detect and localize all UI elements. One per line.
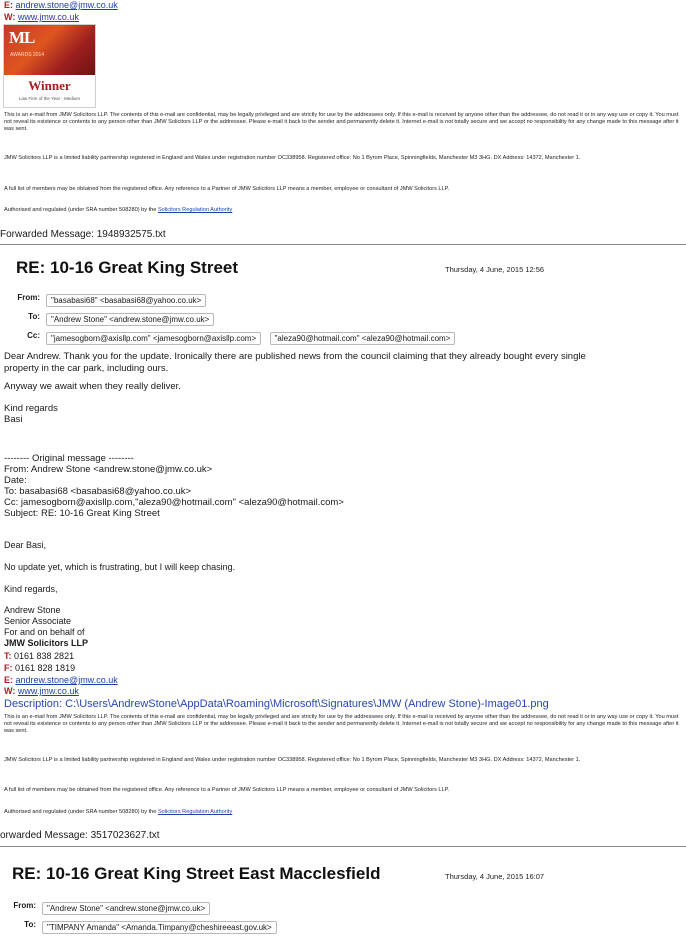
- email1-from-box: [46, 290, 206, 308]
- email1-body-line-5: Basi: [4, 414, 23, 425]
- original-kind-regards: Kind regards,: [4, 584, 58, 594]
- disclaimer-authorised: [4, 207, 680, 214]
- email1-cc-label: Cc:: [27, 331, 40, 340]
- signature-firm: JMW Solicitors LLP: [4, 638, 89, 648]
- award-badge: ML: [9, 28, 35, 47]
- email1-to-label: To:: [28, 312, 40, 321]
- email-label: E:: [4, 0, 13, 10]
- email1-cc-value-1[interactable]: "jamesogborn@axisllp.com" <jamesogborn@axisllp.com>: [46, 332, 261, 345]
- email2-from-label: From:: [13, 901, 36, 910]
- signature-image-description: Description: C:\Users\AndrewStone\AppData\Roaming\Microsoft\Signatures\JMW (Andrew Stone)-Image01.png: [4, 698, 549, 710]
- sra-link[interactable]: Solicitors Regulation Authority: [157, 207, 233, 213]
- sig-web-label: W:: [4, 686, 16, 696]
- award-winner-text: Winner: [28, 78, 71, 93]
- original-subject: Subject: RE: 10-16 Great King Street: [4, 508, 160, 519]
- forwarded-message-2: orwarded Message: 3517023627.txt: [0, 830, 160, 841]
- fax-value: 0161 828 1819: [15, 663, 76, 673]
- divider-2: [0, 846, 686, 847]
- original-body: No update yet, which is frustrating, but I will keep chasing.: [4, 562, 236, 572]
- email1-cc-value-2[interactable]: "aleza90@hotmail.com" <aleza90@hotmail.com>: [270, 332, 456, 345]
- authorised2-text: Authorised and regulated (under SRA number 508280) by the: [4, 809, 157, 815]
- email1-body-line-2: property in the car park, including ours.: [4, 363, 169, 374]
- original-greeting: Dear Basi,: [4, 540, 47, 550]
- divider-1: [0, 244, 686, 245]
- authorised-text: Authorised and regulated (under SRA number 508280) by the: [4, 207, 157, 213]
- original-cc: Cc: jamesogborn@axisllp.com,"aleza90@hotmail.com" <aleza90@hotmail.com>: [4, 497, 344, 508]
- email1-to-value[interactable]: "Andrew Stone" <andrew.stone@jmw.co.uk>: [46, 313, 214, 326]
- email1-subject: RE: 10-16 Great King Street: [16, 258, 239, 277]
- original-from: From: Andrew Stone <andrew.stone@jmw.co.uk>: [4, 464, 213, 475]
- email1-to-box: [46, 309, 214, 327]
- email1-from-value[interactable]: "basabasi68" <basabasi68@yahoo.co.uk>: [46, 294, 206, 307]
- sig-web-link[interactable]: www.jmw.co.uk: [17, 686, 79, 696]
- fax-label: F:: [4, 663, 13, 673]
- email1-date: Thursday, 4 June, 2015 12:56: [445, 265, 545, 274]
- email2-date: Thursday, 4 June, 2015 16:07: [445, 872, 545, 881]
- award-subtitle: Law Firm of the Year - Medium: [18, 96, 81, 101]
- email1-body-line-4: Kind regards: [4, 403, 58, 414]
- original-date: Date:: [4, 475, 27, 486]
- email2-from-value[interactable]: "Andrew Stone" <andrew.stone@jmw.co.uk>: [42, 902, 210, 915]
- original-divider: -------- Original message --------: [4, 453, 134, 464]
- award-year: AWARDS 2014: [10, 52, 45, 58]
- award-logo: [3, 24, 96, 108]
- phone-value: 0161 838 2821: [14, 651, 75, 661]
- sra-link-2[interactable]: Solicitors Regulation Authority: [157, 809, 233, 815]
- signature-name: Andrew Stone: [4, 605, 61, 615]
- web-label: W:: [4, 12, 16, 22]
- email2-to-box: [42, 917, 277, 935]
- signature-role: Senior Associate: [4, 616, 72, 626]
- email2-to-label: To:: [24, 920, 36, 929]
- signature-web-line: [4, 686, 79, 697]
- phone-label: T:: [4, 651, 12, 661]
- disclaimer-members: A full list of members may be obtained from the registered office. Any reference to a Partner of JMW Solicitors LLP means a member, employee or consultant of JMW Solicitors LLP.: [4, 186, 450, 192]
- disclaimer2-members: A full list of members may be obtained from the registered office. Any reference to a Partner of JMW Solicitors LLP means a member, employee or consultant of JMW Solicitors LLP.: [4, 787, 450, 793]
- email1-body-line-3: Anyway we await when they really deliver.: [4, 381, 181, 392]
- email2-from-box: [42, 898, 210, 916]
- signature-phone-line: [4, 651, 74, 662]
- email1-cc-box: [46, 328, 455, 346]
- disclaimer2-registration: JMW Solicitors LLP is a limited liability partnership registered in England and Wales under registration number OC338958. Registered office: No 1 Byrom Place, Spinningfields, Manchester M3 3HG. DX Address: 14372, Manchester 1.: [4, 757, 581, 763]
- top-email-link[interactable]: andrew.stone@jmw.co.uk: [15, 0, 118, 10]
- sig-email-label: E:: [4, 675, 13, 685]
- original-to: To: basabasi68 <basabasi68@yahoo.co.uk>: [4, 486, 192, 497]
- disclaimer-confidentiality: This is an e-mail from JMW Solicitors LLP. The contents of this e-mail are confidential, may be legally privileged and are strictly for use by the addressees only. If this e-mail is received by anyone other than the addressee, do not read it or in any way use or copy it. You must not reveal its existence or contents to any person other than JMW Solicitors LLP or the addressee. Please e-mail it back to the sender and permanently delete it. Internet e-mail is not totally secure and we accept no responsibility for any change made to this message after it was sent.: [4, 112, 679, 133]
- email1-from-label: From:: [17, 293, 40, 302]
- signature-behalf: For and on behalf of: [4, 627, 85, 637]
- signature-fax-line: [4, 663, 75, 674]
- sig-email-link[interactable]: andrew.stone@jmw.co.uk: [15, 675, 118, 685]
- top-web-line: [4, 12, 79, 23]
- signature-email-line: [4, 675, 118, 686]
- top-email-line: [4, 0, 118, 11]
- top-web-link[interactable]: www.jmw.co.uk: [17, 12, 79, 22]
- forwarded-message-1: Forwarded Message: 1948932575.txt: [0, 229, 166, 240]
- email2-subject: RE: 10-16 Great King Street East Macclesfield: [12, 864, 381, 883]
- disclaimer2-authorised: [4, 809, 680, 816]
- disclaimer2-confidentiality: This is an e-mail from JMW Solicitors LLP. The contents of this e-mail are confidential, may be legally privileged and are strictly for use by the addressees only. If this e-mail is received by anyone other than the addressee, do not read it or in any way use or copy it. You must not reveal its existence or contents to any person other than JMW Solicitors LLP or the addressee. Please e-mail it back to the sender and permanently delete it. Internet e-mail is not totally secure and we accept no responsibility for any change made to this message after it was sent.: [4, 714, 679, 735]
- disclaimer-registration: JMW Solicitors LLP is a limited liability partnership registered in England and Wales under registration number OC338958. Registered office: No 1 Byrom Place, Spinningfields, Manchester M3 3HG. DX Address: 14372, Manchester 1.: [4, 155, 581, 161]
- email1-body-line-1: Dear Andrew. Thank you for the update. Ironically there are published news from the council claiming that they already bought every single: [4, 351, 586, 362]
- email2-to-value[interactable]: "TIMPANY Amanda" <Amanda.Timpany@cheshireeast.gov.uk>: [42, 921, 277, 934]
